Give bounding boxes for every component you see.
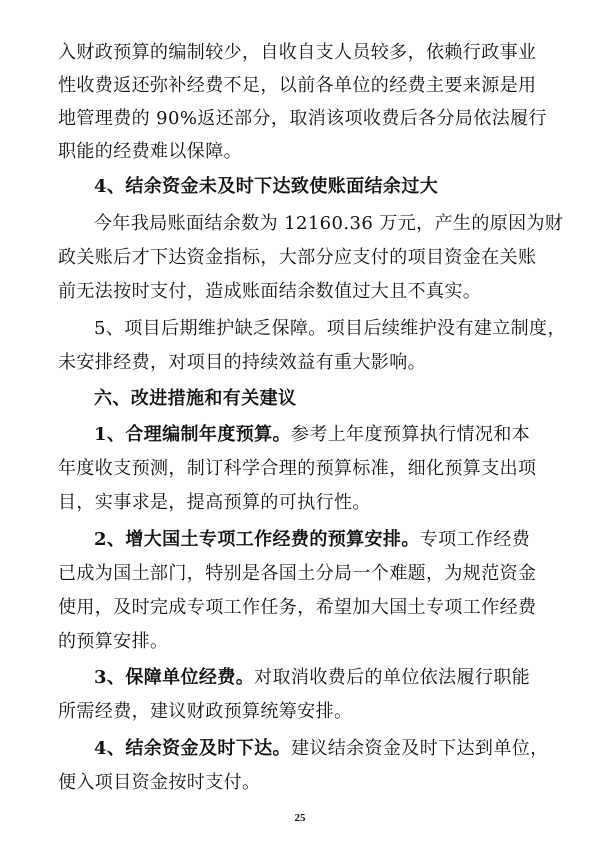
paragraph-line: 所需经费，建议财政预算统筹安排。: [58, 701, 353, 722]
paragraph-line: 年度收支预测，制订科学合理的预算标准，细化预算支出项: [58, 458, 537, 479]
paragraph-line: 的预算安排。: [58, 631, 169, 652]
suggestion-line: [94, 667, 530, 689]
paragraph-line: 入财政预算的编制较少，自收自支人员较多，依赖行政事业: [58, 42, 537, 63]
paragraph-line: 地管理费的 90%返还部分，取消该项收费后各分局依法履行: [58, 108, 547, 129]
suggestion-text: 参考上年度预算执行情况和本: [290, 424, 531, 445]
suggestion-line: [94, 738, 549, 760]
subheading: 4、结余资金未及时下达致使账面结余过大: [94, 176, 439, 197]
suggestion-line: [94, 529, 530, 551]
paragraph-line: 政关账后才下达资金指标，大部分应支付的项目资金在关账: [58, 247, 537, 268]
suggestion-title: 2、增大国土专项工作经费的预算安排。: [94, 529, 420, 550]
paragraph-line: 前无法按时支付，造成账面结余数值过大且不真实。: [58, 281, 482, 302]
suggestion-text: 建议结余资金及时下达到单位，: [290, 738, 549, 759]
paragraph-line: 今年我局账面结余数为 12160.36 万元，产生的原因为财: [94, 213, 564, 234]
paragraph-line: 使用，及时完成专项工作任务，希望加大国土专项工作经费: [58, 597, 537, 618]
paragraph-line: 职能的经费难以保障。: [58, 141, 242, 162]
suggestion-text: 专项工作经费: [419, 529, 531, 550]
paragraph-line: 目，实事求是，提高预算的可执行性。: [58, 492, 371, 513]
suggestion-line: [94, 424, 530, 446]
paragraph-line: 性收费返还弥补经费不足，以前各单位的经费主要来源是用: [58, 75, 537, 96]
paragraph-line: 已成为国土部门，特别是各国土分局一个难题，为规范资金: [58, 563, 537, 584]
suggestion-title: 1、合理编制年度预算。: [94, 424, 291, 445]
page-number: 25: [294, 812, 306, 824]
suggestion-title: 4、结余资金及时下达。: [94, 738, 291, 759]
section-heading: 六、改进措施和有关建议: [94, 388, 297, 409]
paragraph-line: 便入项目资金按时支付。: [58, 772, 261, 793]
paragraph-line: 5、项目后期维护缺乏保障。项目后续维护没有建立制度，: [94, 318, 566, 339]
suggestion-text: 对取消收费后的单位依法履行职能: [254, 667, 531, 688]
paragraph-line: 未安排经费，对项目的持续效益有重大影响。: [58, 352, 426, 373]
suggestion-title: 3、保障单位经费。: [94, 667, 255, 688]
